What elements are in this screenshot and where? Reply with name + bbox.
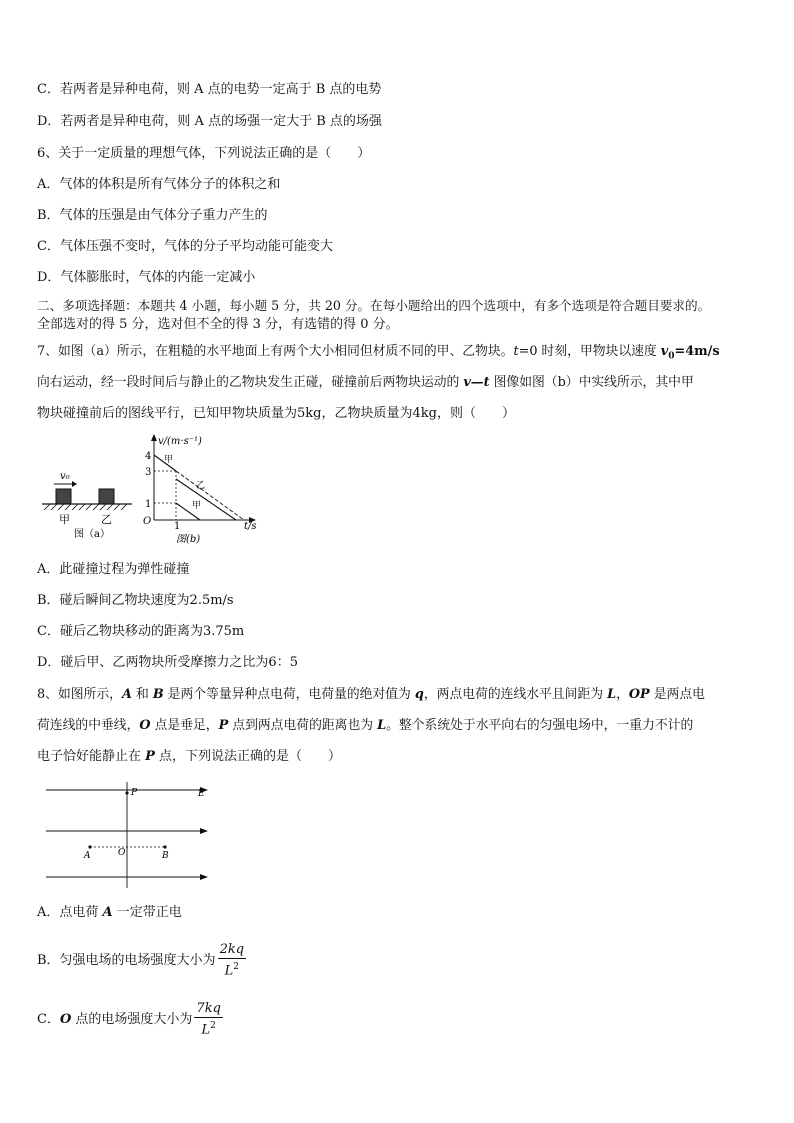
q7-figure [38, 432, 278, 550]
q7-figure-a [42, 471, 132, 540]
q5-option-d: D．若两者是异种电荷，则 A 点的场强一定大于 B 点的场强 [37, 114, 382, 129]
fig-a-v0-arrowhead [72, 481, 77, 487]
q8-figure [38, 776, 218, 891]
q6-option-b: B．气体的压强是由气体分子重力产生的 [37, 208, 268, 223]
label-p: P [131, 788, 138, 798]
fig-b-caption: 图(b) [176, 534, 201, 545]
fig-b-label-jia-top: 甲 [164, 455, 174, 465]
charge-b [163, 845, 166, 848]
q8-option-a: A．点电荷 A 一定带正电 [37, 905, 182, 920]
option-c-fraction: $\frac{7kq}{L^2}$ [196, 1000, 221, 1038]
fig-b-ytick-3: 3 [145, 467, 152, 478]
label-o: O [118, 848, 126, 858]
label-e: E [198, 789, 205, 799]
q7-stem-line1: 7、如图（a）所示，在粗糙的水平地面上有两个大小相同但材质不同的甲、乙物块。t=0 时刻，甲物块以速度 $v_0=4m/s$ [37, 344, 720, 362]
q6-option-d: D．气体膨胀时，气体的内能一定减小 [37, 270, 256, 285]
label-a: A [84, 851, 91, 861]
fig-b-x-label: t/s [244, 521, 257, 532]
charge-a [88, 845, 91, 848]
fig-a-jia-label: 甲 [59, 513, 70, 526]
fig-b-xtick-1: 1 [174, 521, 181, 532]
fig-a-yi-label: 乙 [101, 513, 112, 526]
fig-b-ytick-4: 4 [145, 451, 152, 462]
fig-a-ground-hatch [44, 504, 127, 510]
fig-a-block-yi [99, 489, 114, 504]
q6-stem: 6、关于一定质量的理想气体，下列说法正确的是（ ） [37, 146, 371, 161]
q6-option-c: C．气体压强不变时，气体的分子平均动能可能变大 [37, 239, 333, 254]
q7-figure-b [143, 434, 257, 545]
fig-a-caption: 图（a） [74, 529, 110, 540]
q8-stem-line2: 荷连线的中垂线，O 点是垂足，P 点到两点电荷的距离也为 L。整个系统处于水平向右的匀强电场中，一重力不计的 [37, 718, 694, 733]
q6-option-a: A．气体的体积是所有气体分子的体积之和 [37, 177, 281, 192]
q7-option-b: B．碰后瞬间乙物块速度为2.5m/s [37, 593, 234, 608]
q8-stem-line3: 电子恰好能静止在 P 点，下列说法正确的是（ ） [37, 749, 342, 764]
section2-header-line2: 全部选对的得 5 分，选对但不全的得 3 分，有选错的得 0 分。 [37, 317, 399, 332]
q7-option-a: A．此碰撞过程为弹性碰撞 [37, 562, 190, 577]
field-line-bottom-arrow [200, 874, 208, 880]
q8-option-b: B．匀强电场的电场强度大小为 $\frac{2kq}{L^2}$ [37, 941, 245, 979]
field-line-middle-arrow [200, 828, 208, 834]
section2-header-line1: 二、多项选择题：本题共 4 小题，每小题 5 分，共 20 分。在每小题给出的四个选项中，有多个选项是符合题目要求的。 [37, 298, 711, 313]
option-b-fraction: $\frac{2kq}{L^2}$ [219, 941, 245, 979]
q8-option-c: C．O 点的电场强度大小为 $\frac{7kq}{L^2}$ [37, 1000, 221, 1038]
fig-b-dashed-extension [176, 471, 244, 520]
fig-a-v0-label: v₀ [60, 471, 70, 482]
fig-b-y-label: v/(m·s⁻¹) [158, 436, 202, 447]
q8-stem-line1: 8、如图所示，A 和 B 是两个等量异种点电荷，电荷量的绝对值为 q，两点电荷的连线水平且间距为 L，OP 是两点电 [37, 687, 705, 702]
fig-a-block-jia [56, 489, 71, 504]
fig-b-origin: O [143, 516, 152, 527]
fig-b-ytick-1: 1 [145, 499, 152, 510]
q7-option-d: D．碰后甲、乙两物块所受摩擦力之比为6：5 [37, 655, 298, 670]
fig-b-label-yi: 乙 [196, 481, 206, 491]
fig-b-label-jia-bottom: 甲 [192, 501, 202, 511]
q7-stem-line3: 物块碰撞前后的图线平行，已知甲物块质量为5kg，乙物块质量为4kg，则（ ） [37, 406, 515, 421]
fig-b-y-arrowhead [151, 434, 157, 441]
q7-option-c: C．碰后乙物块移动的距离为3.75m [37, 624, 245, 639]
point-p [125, 791, 128, 794]
q5-option-c: C．若两者是异种电荷，则 A 点的电势一定高于 B 点的电势 [37, 82, 382, 97]
fig-b-yi-after [176, 479, 236, 520]
label-b: B [162, 851, 169, 861]
q7-stem-line2: 向右运动，经一段时间后与静止的乙物块发生正碰，碰撞前后两物块运动的 v—t 图像如图（b）中实线所示，其中甲 [37, 375, 694, 390]
